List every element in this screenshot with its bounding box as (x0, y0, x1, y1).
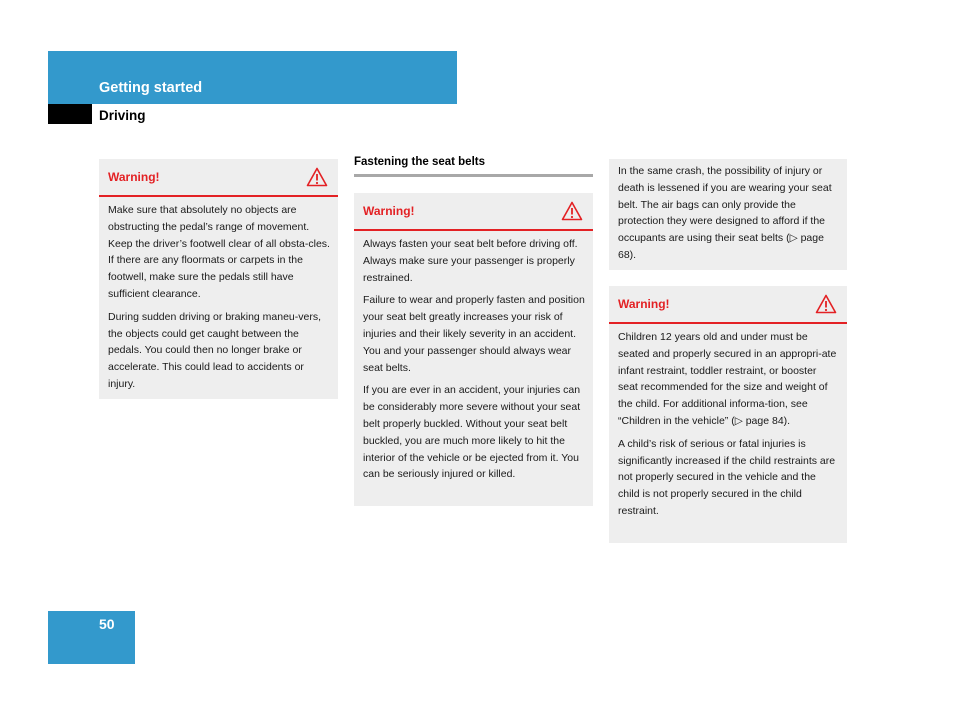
warning-triangle-icon (815, 294, 837, 314)
page-number-block (48, 611, 135, 664)
note-body (609, 159, 847, 272)
paragraph: During sudden driving or braking maneu-vers, the objects could get caught between the pedals. You could then no longer brake or accelerate. This could lead to accidents or injury. (108, 310, 322, 390)
warning-label: Warning! (108, 170, 160, 184)
warning-triangle-icon (561, 201, 583, 221)
section-title: Getting started (99, 80, 203, 96)
warning-box-seat-belts (354, 193, 593, 506)
warning-header (609, 286, 847, 324)
header-band (48, 51, 457, 104)
warning-box-children (609, 286, 847, 543)
paragraph: Make sure that absolutely no objects are obstructing the pedal’s range of movement. Keep the driver’s footwell clear of all obsta-cles. If there are any floormats or carpets in the footwell, make sure the pedals still have sufficient clearance. (108, 204, 330, 300)
paragraph: If you are ever in an accident, your injuries can be considerably more severe without your seat belt properly buckled. Without your seat belt buckled, you are much more likely to hit the interior of the vehicle or be ejected from it. You can be seriously injured or killed. (363, 384, 581, 481)
warning-box-pedals (99, 159, 338, 399)
warning-header (99, 159, 338, 197)
warning-body (609, 324, 847, 528)
paragraph: A child’s risk of serious or fatal injuries is significantly increased if the child restraints are not properly secured in the vehicle and the child is not properly secured in the child restraint. (618, 437, 836, 517)
warning-triangle-icon (306, 167, 328, 187)
subsection-title: Driving (99, 108, 146, 123)
warning-label: Warning! (363, 204, 415, 218)
warning-body (354, 231, 593, 491)
continued-note-box (609, 159, 847, 270)
paragraph: Failure to wear and properly fasten and position your seat belt greatly increases your risk of injuries and their likely severity in an accident. You and your passenger should always wear seat belts. (363, 294, 585, 374)
warning-label: Warning! (618, 297, 670, 311)
warning-header (354, 193, 593, 231)
page-number: 50 (99, 616, 115, 632)
warning-body (99, 197, 338, 401)
paragraph: Children 12 years old and under must be seated and properly secured in an appropri-ate infant restraint, toddler restraint, or booster seat recommended for the size and weight of the child. For additional informa-tion, see “Children in the vehicle” (▷ page 84). (618, 331, 837, 427)
paragraph: Always fasten your seat belt before driving off. Always make sure your passenger is properly restrained. (363, 238, 578, 284)
paragraph: In the same crash, the possibility of injury or death is lessened if you are wearing your seat belt. The air bags can only provide the protection they were designed to afford if the occupants are using their seat belts (▷ page 68). (618, 165, 832, 261)
subsection-marker (48, 104, 92, 124)
column-heading: Fastening the seat belts (354, 156, 593, 177)
